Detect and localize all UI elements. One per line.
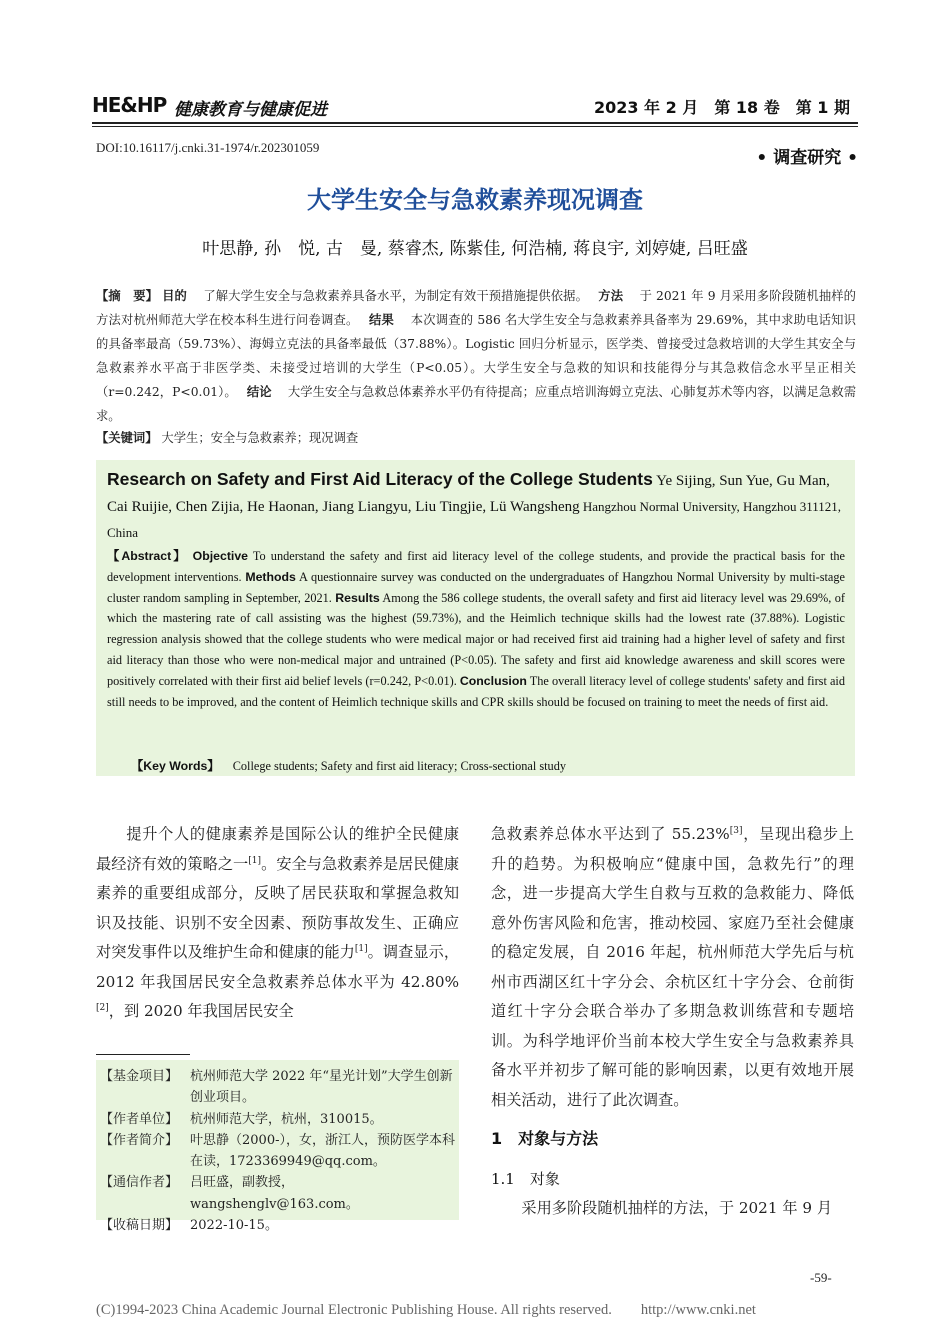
cn-keywords <box>96 428 856 446</box>
header-rule-thin <box>92 126 858 127</box>
page-title: 大学生安全与急救素养现况调查 <box>307 186 643 214</box>
cn-conclusion-label: 结论 <box>246 384 272 399</box>
body-text: 提升个人的健康素养是国际公认的维护全民健康最经济有效的策略之一 <box>96 825 459 873</box>
en-objective-label: Objective <box>192 549 249 563</box>
body-left-column <box>96 820 459 1027</box>
footnote-label: 【基金项目】 <box>100 1069 179 1084</box>
cn-results: 本次调查的 586 名大学生安全与急救素养具备率为 29.69%，其中求助电话知识的具备率最高（59.73%）、海姆立克法的具备率最低（37.88%）。Logistic 回归分析显示，医学类、曾接受过急救培训的大学生其安全与急救素养水平高于非医学类、未接受过培训的大学生（P<0.05）。大学生安全与急救的知识和技能得分与其急救信念水平呈正相关（r=0.242，P<0.01）。 <box>96 313 856 399</box>
english-header <box>107 466 847 546</box>
en-keywords-label: 【Key Words】 <box>131 759 220 773</box>
citation-ref[interactable]: [1] <box>354 943 368 954</box>
section-heading: 1 对象与方法 <box>491 1129 599 1148</box>
en-results: Among the 586 college students, the overall safety and first aid literacy level was 29.69%, of which the mastering rate of call assisting was the highest (59.73%), and the Heimlich technique skills had the lowest rate (37.88%). Logistic regression analysis showed that the college students who were medical major or had received first aid training had a higher level of safety and first aid literacy than those who were non-medical major and untrained (P<0.05). The safety and first aid knowledge awareness and skill scores were positively correlated with their first aid belief levels (r=0.242, P<0.01). <box>107 590 845 688</box>
body-text: 。安全与急救素养是居民健康素养的重要组成部分，反映了居民获取和掌握急救知识及技能、识别不安全因素、预防事故发生、正确应对突发事件以及维护生命和健康的能力 <box>96 854 460 961</box>
header-rule <box>92 122 858 124</box>
en-conclusion-label: Conclusion <box>459 673 527 688</box>
cn-objective-label: 目的 <box>162 288 187 303</box>
body-right-column <box>491 820 854 1115</box>
subsection-heading: 1.1 对象 <box>491 1170 560 1188</box>
cn-keywords-label: 【关键词】 <box>96 430 158 445</box>
footnote-value: 2022-10-15。 <box>190 1218 278 1234</box>
doi[interactable]: DOI:10.16117/j.cnki.31-1974/r.202301059 <box>96 140 320 155</box>
english-title: Research on Safety and First Aid Literacy of the College Students <box>107 469 653 489</box>
copyright-notice: (C)1994-2023 China Academic Journal Electronic Publishing House. All rights reserved. http://www.cnki.net <box>96 1302 756 1318</box>
author-list: 叶思静, 孙 悦, 古 曼, 蔡睿杰, 陈紫佳, 何浩楠, 蒋良宇, 刘婷婕, 吕旺盛 <box>202 239 748 259</box>
body-text: ，到 2020 年我国居民安全 <box>108 1002 294 1020</box>
cn-abstract-label: 【摘 要】 <box>96 288 159 303</box>
body-text: ，呈现出稳步上升的趋势。为积极响应“健康中国，急救先行”的理念，进一步提高大学生自救与互救的急救能力、降低意外伤害风险和危害，推动校园、家庭乃至社会健康的稳定发展，自 2016 年起，杭州师范大学先后与杭州市西湖区红十字分会、余杭区红十字分会、仓前街道红十字分会联合举办了多期急救训练营和专题培训。为科学地评价当前本校大学生安全与急救素养具备水平并初步了解可能的影响因素，以更有效地开展相关活动，进行了此次调查。 <box>491 825 855 1109</box>
cn-methods: 于 2021 年 9 月采用多阶段随机抽样的方法对杭州师范大学在校本科生进行问卷调查。 <box>96 289 856 327</box>
english-affiliation: Hangzhou Normal University, Hangzhou 311121, China <box>107 499 842 540</box>
cn-objective: 了解大学生安全与急救素养具备水平，为制定有效干预措施提供依据。 <box>203 289 582 303</box>
footnote-value: 杭州师范大学 2022 年“星光计划”大学生创新创业项目。 <box>190 1069 453 1106</box>
footnote-row <box>100 1066 458 1109</box>
footnote-label: 【通信作者】 <box>100 1175 179 1191</box>
page-number: -59- <box>810 1270 832 1285</box>
en-objective: To understand the safety and first aid literacy level of the college students, and provide the practical basis for the development interventions. <box>107 549 845 584</box>
section-label: • 调查研究 • <box>756 148 858 168</box>
cn-conclusion: 大学生安全与急救总体素养水平仍有待提高；应重点培训海姆立克法、心肺复苏术等内容，以满足急救需求。 <box>96 385 856 423</box>
journal-name: 健康教育与健康促进 <box>174 100 327 120</box>
footnote-label: 【作者简介】 <box>100 1132 179 1148</box>
journal-logo: HE&HP <box>92 93 167 117</box>
en-abstract-label: 【Abstract】 <box>107 549 188 563</box>
en-keywords-text: College students; Safety and first aid literacy; Cross-sectional study <box>232 759 567 773</box>
english-keywords <box>131 756 566 774</box>
footnote-label: 【作者单位】 <box>100 1111 179 1127</box>
footnote-row <box>100 1109 458 1130</box>
issue-info: 2023 年 2 月 第 18 卷 第 1 期 <box>593 98 850 117</box>
footnote-value: 吕旺盛，副教授，wangshenglv@163.com。 <box>190 1175 359 1212</box>
footnote-row <box>100 1172 458 1215</box>
footnote-row <box>100 1215 458 1236</box>
cn-keywords-text: 大学生；安全与急救素养；现况调查 <box>161 431 359 445</box>
footnote-label: 【收稿日期】 <box>100 1218 179 1234</box>
cn-methods-label: 方法 <box>598 288 624 303</box>
footnote-rule <box>96 1054 190 1055</box>
footnote-row <box>100 1130 458 1173</box>
english-authors: Ye Sijing, Sun Yue, Gu Man, Cai Ruijie, Chen Zijia, He Haonan, Jiang Liangyu, Liu Tingjie, Lü Wangsheng <box>107 473 830 515</box>
en-methods-label: Methods <box>245 569 296 584</box>
english-abstract <box>107 546 845 712</box>
footnote-value: 叶思静（2000-），女，浙江人，预防医学本科在读，1723369949@qq.com。 <box>190 1132 455 1170</box>
body-text: 急救素养总体水平达到了 55.23% <box>491 825 730 843</box>
body-text: 。调查显示，2012 年我国居民安全急救素养总体水平为 42.80% <box>96 943 460 991</box>
en-conclusion: The overall literacy level of college students' safety and first aid still needs to be improved, and the content of Heimlich technique skills and CPR skills should be focused on training to meet the needs of first aid. <box>107 673 845 709</box>
en-results-label: Results <box>335 590 380 605</box>
cn-abstract <box>96 284 856 428</box>
cn-results-label: 结果 <box>369 312 395 327</box>
citation-ref[interactable]: [3] <box>729 825 743 836</box>
citation-ref[interactable]: [2] <box>96 1002 109 1013</box>
footnote-list <box>100 1066 458 1236</box>
en-methods: A questionnaire survey was conducted on the undergraduates of Hangzhou Normal University by multi-stage cluster random sampling in September, 2021. <box>107 569 845 605</box>
footnote-value: 杭州师范大学，杭州，310015。 <box>190 1111 383 1127</box>
body-text: 采用多阶段随机抽样的方法，于 2021 年 9 月 <box>521 1199 833 1217</box>
citation-ref[interactable]: [1] <box>248 855 262 866</box>
